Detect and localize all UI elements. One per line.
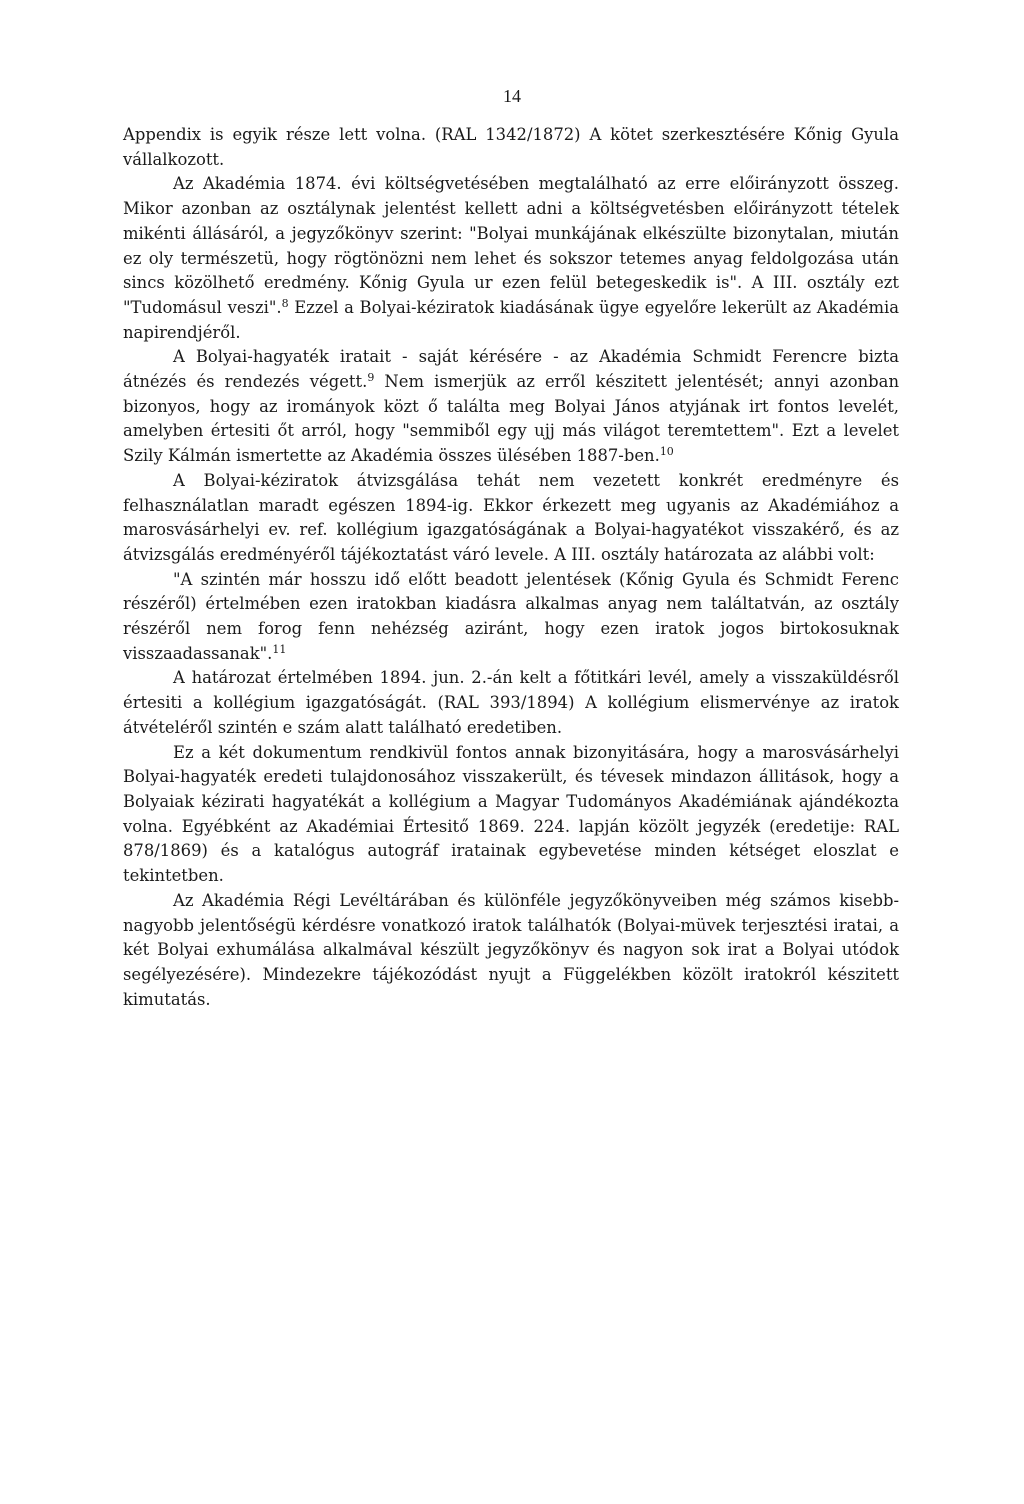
paragraph-text: Az Akadémia 1874. évi költségvetésében megtalálható az erre előirányzott összeg. Mikor azonban az osztálynak jelentést kellett adni a költségvetésben előirányzott tételek mikénti állásáról, a jegyzőkönyv szerint: "Bolyai munkájának elkészülte bizonytalan, miután ez oly természetü, hogy rögtönözni nem lehet és sokszor tetemes anyag feldolgozása után sincs közölhető eredmény. Kőnig Gyula ur ezen felül betegeskedik is". A III. osztály ezt "Tudomásul veszi".	[123, 174, 899, 317]
paragraph-3	[123, 345, 899, 469]
paragraph-text: A határozat értelmében 1894. jun. 2.-án kelt a főtitkári levél, amely a visszaküldésről értesiti a kollégium igazgatóságát. (RAL 393/1894) A kollégium elismervénye az iratok átvételéről szintén e szám alatt található eredetiben.	[123, 668, 899, 737]
body-text	[123, 123, 899, 1012]
paragraph-text: A Bolyai-hagyaték iratait - saját kérésére - az Akadémia Schmidt Ferencre bizta átnézés és rendezés végett.	[123, 347, 899, 392]
paragraph-2	[123, 172, 899, 345]
paragraph-text: Az Akadémia Régi Levéltárában és különféle jegyzőkönyveiben még számos kisebb-nagyobb jelentőségü kérdésre vonatkozó iratok találhatók (Bolyai-müvek terjesztési iratai, a két Bolyai exhumálása alkalmával készült jegyzőkönyv és nagyon sok irat a Bolyai utódok segélyezésére). Mindezekre tájékozódást nyujt a Függelékben közölt iratokról készitett kimutatás.	[123, 890, 899, 1009]
paragraph-7	[123, 741, 899, 889]
footnote-ref-9: 9	[367, 371, 375, 385]
paragraph-text: Ez a két dokumentum rendkivül fontos annak bizonyitására, hogy a marosvásárhelyi Bolyai-hagyaték eredeti tulajdonosához visszakerült, és tévesek mindazon állitások, hogy a Bolyaiak kézirati hagyatékát a kollégium a Magyar Tudományos Akadémiának ajándékozta volna. Egyébként az Akadémiai Értesitő 1869. 224. lapján közölt jegyzék (eredetije: RAL 878/1869) és a katalógus autográf iratainak egybevetése minden kétséget eloszlat e tekintetben.	[123, 742, 899, 886]
paragraph-text-continued: Ezzel a Bolyai-kéziratok kiadásának ügye egyelőre lekerült az Akadémia napirendjéről.	[123, 297, 900, 342]
paragraph-5-quote	[123, 568, 899, 667]
footnote-ref-11: 11	[272, 642, 287, 656]
paragraph-1	[123, 123, 899, 172]
paragraph-text: "A szintén már hosszu idő előtt beadott jelentések (Kőnig Gyula és Schmidt Ferenc részéről) értelmében ezen iratokban kiadásra alkalmas anyag nem találtatván, az osztály részéről nem forog fenn nehézség aziránt, hogy ezen iratok jogos birtokosuknak visszaadassanak".	[123, 569, 899, 663]
paragraph-8	[123, 889, 899, 1013]
footnote-ref-10: 10	[659, 445, 674, 459]
paragraph-4	[123, 469, 899, 568]
page-number: 14	[503, 86, 521, 106]
paragraph-text: A Bolyai-kéziratok átvizsgálása tehát nem vezetett konkrét eredményre és felhasználatlan maradt egészen 1894-ig. Ekkor érkezett meg ugyanis az Akadémiához a marosvásárhelyi ev. ref. kollégium igazgatóságának a Bolyai-hagyatékot visszakérő, és az átvizsgálás eredményéről tájékoztatást váró levele. A III. osztály határozata az alábbi volt:	[123, 470, 899, 564]
paragraph-text: Appendix is egyik része lett volna. (RAL 1342/1872) A kötet szerkesztésére Kőnig Gyula vállalkozott.	[123, 125, 899, 169]
footnote-ref-8: 8	[281, 296, 289, 310]
paragraph-6	[123, 666, 899, 740]
paragraph-text-continued: Nem ismerjük az erről készitett jelentését; annyi azonban bizonyos, hogy az irományok közt ő találta meg Bolyai János atyjának irt fontos levelét, amelyben értesiti őt arról, hogy "semmiből egy ujj más világot teremtettem". Ezt a levelet Szily Kálmán ismertette az Akadémia összes ülésében 1887-ben.	[123, 372, 899, 466]
